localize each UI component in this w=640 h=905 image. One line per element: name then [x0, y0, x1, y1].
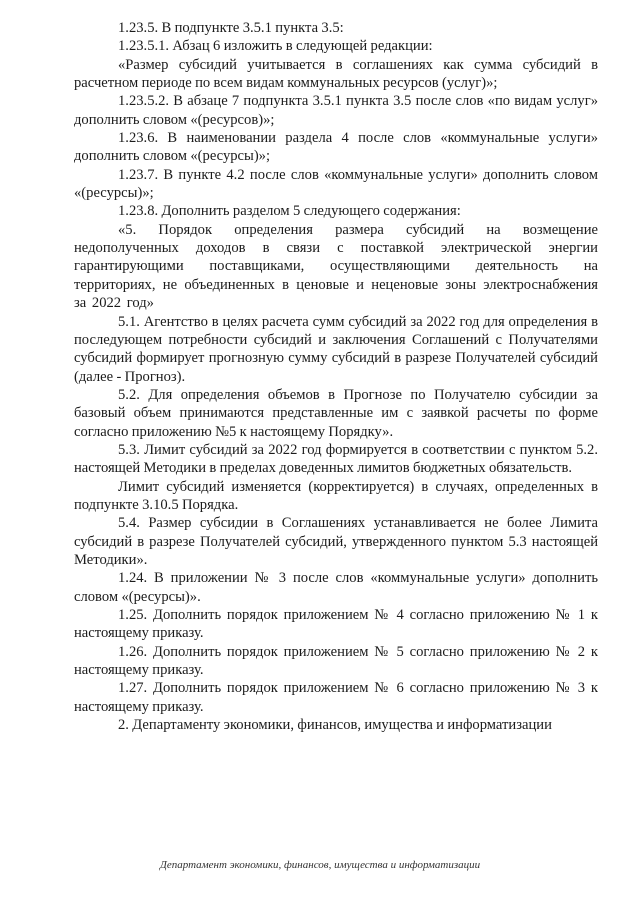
paragraph-1-23-5-1: 1.23.5.1. Абзац 6 изложить в следующей редакции:: [118, 38, 433, 55]
paragraph-1-23-7: 1.23.7. В пункте 4.2 после слов «коммунальные услуги» дополнить словом «(ресурсы)»;: [74, 166, 598, 202]
paragraph-limit-change: Лимит субсидий изменяется (корректируется) в случаях, определенных в подпункте 3.10.5 Порядка.: [74, 478, 598, 513]
paragraph-5-1: 5.1. Агентство в целях расчета сумм субсидий за 2022 год для определения в последующем потребности субсидий и заключения Соглашений с Получателями субсидий формирует прогнозную сумму субсидий в разрезе Получателей субсидий (далее - Прогноз).: [74, 313, 598, 385]
paragraph-1-23-6: 1.23.6. В наименовании раздела 4 после слов «коммунальные услуги» дополнить словом «(ресурсы)»;: [74, 130, 598, 165]
paragraph-1-23-5: 1.23.5. В подпункте 3.5.1 пункта 3.5:: [118, 20, 344, 36]
page-footer: Департамент экономики, финансов, имущества и информатизации: [159, 859, 481, 871]
paragraph-2: 2. Департаменту экономики, финансов, имущества и информатизации: [118, 717, 552, 734]
paragraph-1-25: 1.25. Дополнить порядок приложением № 4 согласно приложению № 1 к настоящему приказу.: [74, 607, 598, 642]
paragraph-5-4: 5.4. Размер субсидии в Соглашениях устанавливается не более Лимита субсидий в разрезе Получателей субсидий, утвержденного пунктом 5.3 настоящей Методики».: [74, 515, 598, 568]
document-body: [74, 19, 598, 734]
paragraph-1-23-5-2: 1.23.5.2. В абзаце 7 подпункта 3.5.1 пункта 3.5 после слов «по видам услуг» дополнить словом «(ресурсов)»;: [74, 93, 598, 128]
paragraph-1-23-8: 1.23.8. Дополнить разделом 5 следующего содержания:: [118, 203, 461, 220]
paragraph-section-5-title: «5. Порядок определения размера субсидий на возмещение недополученных доходов в связи с поставкой электрической энергии гарантирующими поставщиками, осуществляющими деятельность на территориях, не объединенных в ценовые и неценовые зоны электроснабжения за 2022 год»: [74, 221, 598, 312]
paragraph-1-26: 1.26. Дополнить порядок приложением № 5 согласно приложению № 2 к настоящему приказу.: [74, 643, 598, 679]
paragraph-5-2: 5.2. Для определения объемов в Прогнозе по Получателю субсидии за базовый объем принимаются представленные им с заявкой расчеты по форме согласно приложению №5 к настоящему Порядку».: [74, 386, 598, 440]
paragraph-5-3: 5.3. Лимит субсидий за 2022 год формируется в соответствии с пунктом 5.2. настоящей Методики в пределах доведенных лимитов бюджетных обязательств.: [74, 441, 598, 477]
paragraph-1-27: 1.27. Дополнить порядок приложением № 6 согласно приложению № 3 к настоящему приказу.: [74, 680, 598, 715]
paragraph-1-24: 1.24. В приложении № 3 после слов «коммунальные услуги» дополнить словом «(ресурсы)».: [74, 570, 598, 605]
paragraph-quote-subsidy-size: «Размер субсидий учитывается в соглашениях как сумма субсидий в расчетном периоде по всем видам коммунальных ресурсов (услуг)»;: [74, 56, 598, 92]
